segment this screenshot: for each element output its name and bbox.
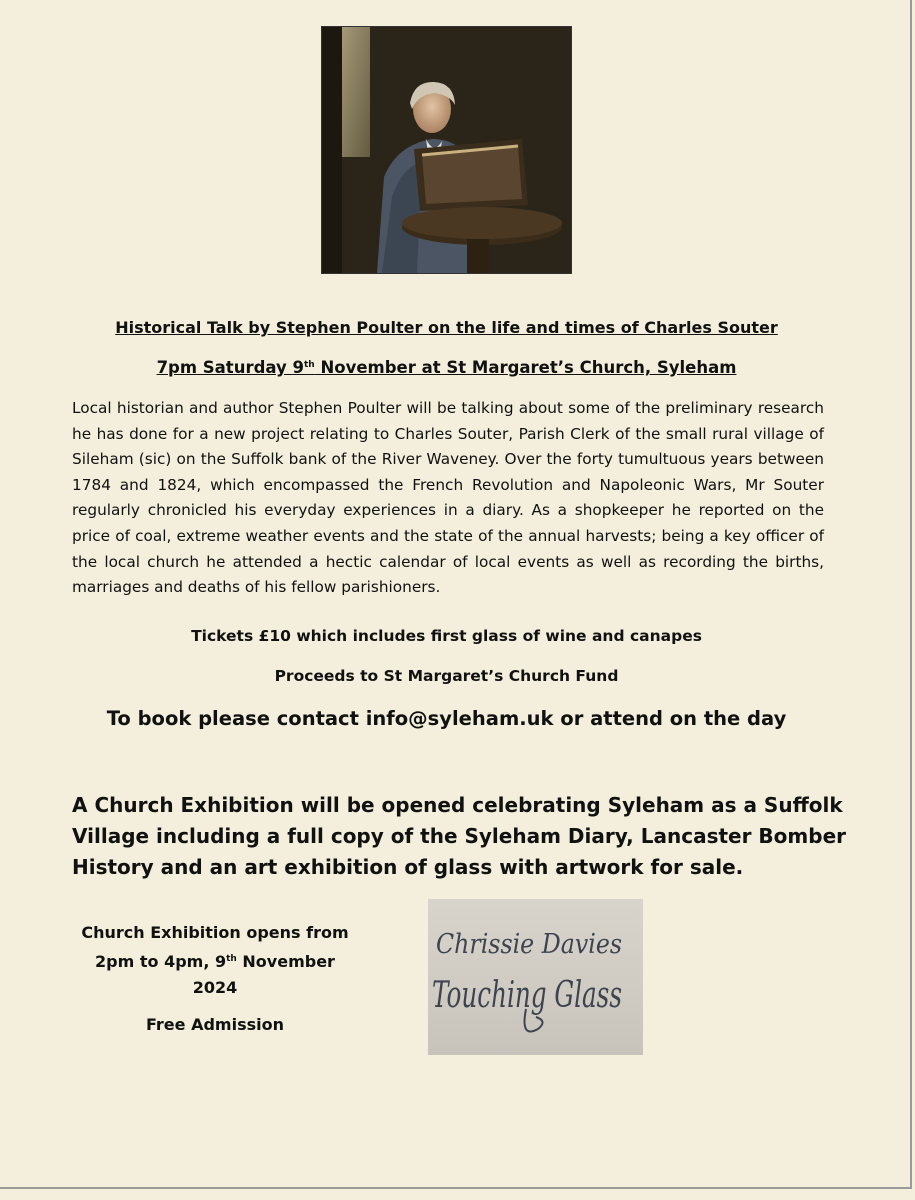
- artist-card-image: [428, 899, 643, 1055]
- opens-line-2: 2pm to 4pm, 9th November: [95, 952, 335, 971]
- booking-info: To book please contact info@syleham.uk or attend on the day: [106, 707, 787, 730]
- page-border-right: [910, 0, 912, 1188]
- opens-line-3: 2024: [192, 978, 238, 997]
- exhibition-opening-times: [65, 920, 365, 1001]
- talk-description: Local historian and author Stephen Poulter will be talking about some of the preliminary research he has done for a new project relating to Charles Souter, Parish Clerk of the small rural village of Sileham (sic) on the Suffolk bank of the River Waveney. Over the forty tumultuous years between 1784 and 1824, which encompassed the French Revolution and Napoleonic Wars, Mr Souter regularly chronicled his everyday experiences in a diary. As a shopkeeper he reported on the price of coal, extreme weather events and the state of the annual harvests; being a key officer of the local church he attended a hectic calendar of local events as well as recording the births, marriages and deaths of his fellow parishioners.: [72, 399, 824, 597]
- portrait-image: [321, 26, 572, 274]
- talk-title: Historical Talk by Stephen Poulter on the life and times of Charles Souter: [115, 318, 778, 337]
- opens-line-1: Church Exhibition opens from: [81, 923, 349, 942]
- exhibition-announcement: A Church Exhibition will be opened celebrating Syleham as a Suffolk Village including a full copy of the Syleham Diary, Lancaster Bomber History and an art exhibition of glass with artwork for sale.: [72, 793, 846, 879]
- artwork-title: Touching Glass: [432, 975, 622, 1016]
- talk-date-location: 7pm Saturday 9th November at St Margaret’s Church, Syleham: [156, 358, 737, 377]
- proceeds-info: Proceeds to St Margaret’s Church Fund: [274, 667, 619, 685]
- artist-name: Chrissie Davies: [436, 929, 622, 960]
- page-border-bottom: [0, 1187, 912, 1189]
- free-admission: Free Admission: [146, 1015, 284, 1034]
- ticket-info: Tickets £10 which includes first glass of wine and canapes: [191, 627, 702, 645]
